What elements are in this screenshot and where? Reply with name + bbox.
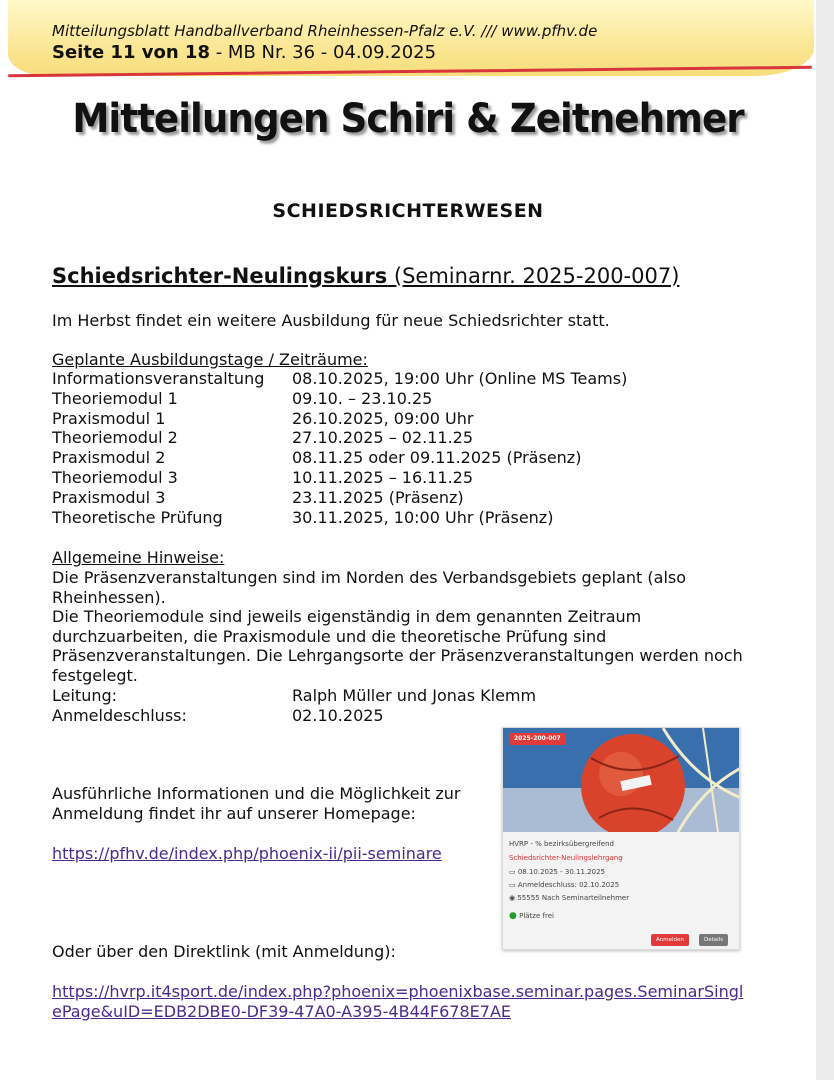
schedule-value: 26.10.2025, 09:00 Uhr bbox=[292, 408, 474, 428]
calendar-icon: ▭ bbox=[509, 868, 518, 876]
notes-heading: Allgemeine Hinweise: bbox=[52, 548, 225, 567]
course-name: Schiedsrichter-Neulingskurs bbox=[52, 264, 388, 288]
card-organisation: HVRP - % bezirksübergreifend bbox=[509, 840, 614, 848]
schedule-value: 08.11.25 oder 09.11.2025 (Präsenz) bbox=[292, 448, 582, 468]
course-title bbox=[52, 264, 679, 288]
card-dates bbox=[509, 868, 605, 876]
card-title[interactable]: Schiedsrichter-Neulingslehrgang bbox=[509, 854, 623, 862]
intro-text: Im Herbst findet ein weitere Ausbildung für neue Schiedsrichter statt. bbox=[52, 311, 610, 330]
lead-value: Ralph Müller und Jonas Klemm bbox=[292, 686, 537, 705]
schedule-row bbox=[52, 389, 627, 409]
card-badge: 2025-200-007 bbox=[509, 733, 566, 745]
page-edge bbox=[816, 0, 834, 1080]
schedule-value: 30.11.2025, 10:00 Uhr (Präsenz) bbox=[292, 507, 554, 527]
deadline-label: Anmeldeschluss: bbox=[52, 706, 187, 725]
card-deadline-text: Anmeldeschluss: 02.10.2025 bbox=[517, 881, 620, 889]
direct-link-text: Oder über den Direktlink (mit Anmeldung): bbox=[52, 942, 396, 961]
deadline-value: 02.10.2025 bbox=[292, 706, 384, 725]
header-issue: - MB Nr. 36 - 04.09.2025 bbox=[209, 42, 437, 63]
schedule-label: Praxismodul 1 bbox=[52, 408, 166, 428]
status-dot-icon: ● bbox=[509, 911, 517, 921]
card-location bbox=[509, 894, 629, 902]
schedule-row bbox=[52, 409, 627, 429]
info-text: Ausführliche Informationen und die Möglichkeit zur Anmeldung findet ihr auf unserer Homepage: bbox=[52, 784, 461, 823]
details-button[interactable]: Details bbox=[699, 934, 728, 946]
schedule-label: Theoriemodul 3 bbox=[52, 467, 178, 487]
schedule-list bbox=[52, 369, 627, 527]
header-publication: Mitteilungsblatt Handballverband Rheinhessen-Pfalz e.V. /// www.pfhv.de bbox=[52, 22, 598, 40]
schedule-value: 27.10.2025 – 02.11.25 bbox=[292, 428, 474, 448]
clock-icon: ▭ bbox=[509, 881, 518, 889]
header-page-number: Seite 11 von 18 bbox=[52, 42, 210, 63]
schedule-row bbox=[52, 428, 627, 448]
schedule-label: Theoriemodul 1 bbox=[52, 388, 178, 408]
page-headline: Mitteilungen Schiri & Zeitnehmer bbox=[72, 96, 744, 142]
direct-link-line-2[interactable]: ePage&uID=EDB2DBE0-DF39-47A0-A395-4B44F678E7AE bbox=[52, 1002, 512, 1021]
schedule-value: 23.11.2025 (Präsenz) bbox=[292, 487, 464, 507]
schedule-heading: Geplante Ausbildungstage / Zeiträume: bbox=[52, 350, 368, 369]
schedule-value: 08.10.2025, 19:00 Uhr (Online MS Teams) bbox=[292, 369, 628, 388]
schedule-row bbox=[52, 468, 627, 488]
section-heading: SCHIEDSRICHTERWESEN bbox=[272, 200, 544, 222]
schedule-label: Theoriemodul 2 bbox=[52, 428, 178, 448]
notes-paragraph-2: Die Theoriemodule sind jeweils eigenständig in dem genannten Zeitraum durchzuarbeiten, die Praxismodule und die theoretische Prüfung sind Präsenzveranstaltungen. Die Lehrgangsorte der Präsenzveranstaltungen werden noch festgelegt. bbox=[52, 607, 743, 685]
header-page-info bbox=[52, 42, 436, 63]
schedule-label: Theoretische Prüfung bbox=[52, 507, 223, 527]
card-dates-text: 08.10.2025 - 30.11.2025 bbox=[517, 868, 605, 876]
card-status-text: Plätze frei bbox=[519, 912, 554, 920]
schedule-label: Informationsveranstaltung bbox=[52, 369, 265, 388]
schedule-row bbox=[52, 369, 627, 389]
card-location-text: 55555 Nach Seminarteilnehmer bbox=[517, 894, 630, 902]
notes-paragraph-1: Die Präsenzveranstaltungen sind im Norden des Verbandsgebiets geplant (also Rheinhessen). bbox=[52, 568, 687, 607]
seminar-card[interactable] bbox=[502, 727, 740, 950]
lead-label: Leitung: bbox=[52, 686, 118, 705]
schedule-label: Praxismodul 3 bbox=[52, 487, 166, 507]
course-seminar-number: (Seminarnr. 2025-200-007) bbox=[387, 264, 680, 288]
location-pin-icon: ◉ bbox=[509, 894, 518, 902]
schedule-label: Praxismodul 2 bbox=[52, 448, 166, 468]
deadline-row bbox=[52, 706, 384, 725]
schedule-row bbox=[52, 448, 627, 468]
homepage-link[interactable]: https://pfhv.de/index.php/phoenix-ii/pii-seminare bbox=[52, 844, 442, 863]
schedule-value: 10.11.2025 – 16.11.25 bbox=[292, 467, 474, 487]
register-button[interactable]: Anmelden bbox=[651, 934, 689, 946]
direct-link[interactable] bbox=[52, 982, 792, 1022]
schedule-value: 09.10. – 23.10.25 bbox=[292, 388, 433, 408]
schedule-row bbox=[52, 508, 627, 528]
handball-photo bbox=[503, 728, 740, 832]
direct-link-line-1[interactable]: https://hvrp.it4sport.de/index.php?phoenix=phoenixbase.seminar.pages.SeminarSingl bbox=[52, 982, 744, 1001]
schedule-row bbox=[52, 488, 627, 508]
card-status bbox=[509, 911, 554, 921]
card-deadline bbox=[509, 881, 619, 889]
lead-row bbox=[52, 686, 536, 705]
